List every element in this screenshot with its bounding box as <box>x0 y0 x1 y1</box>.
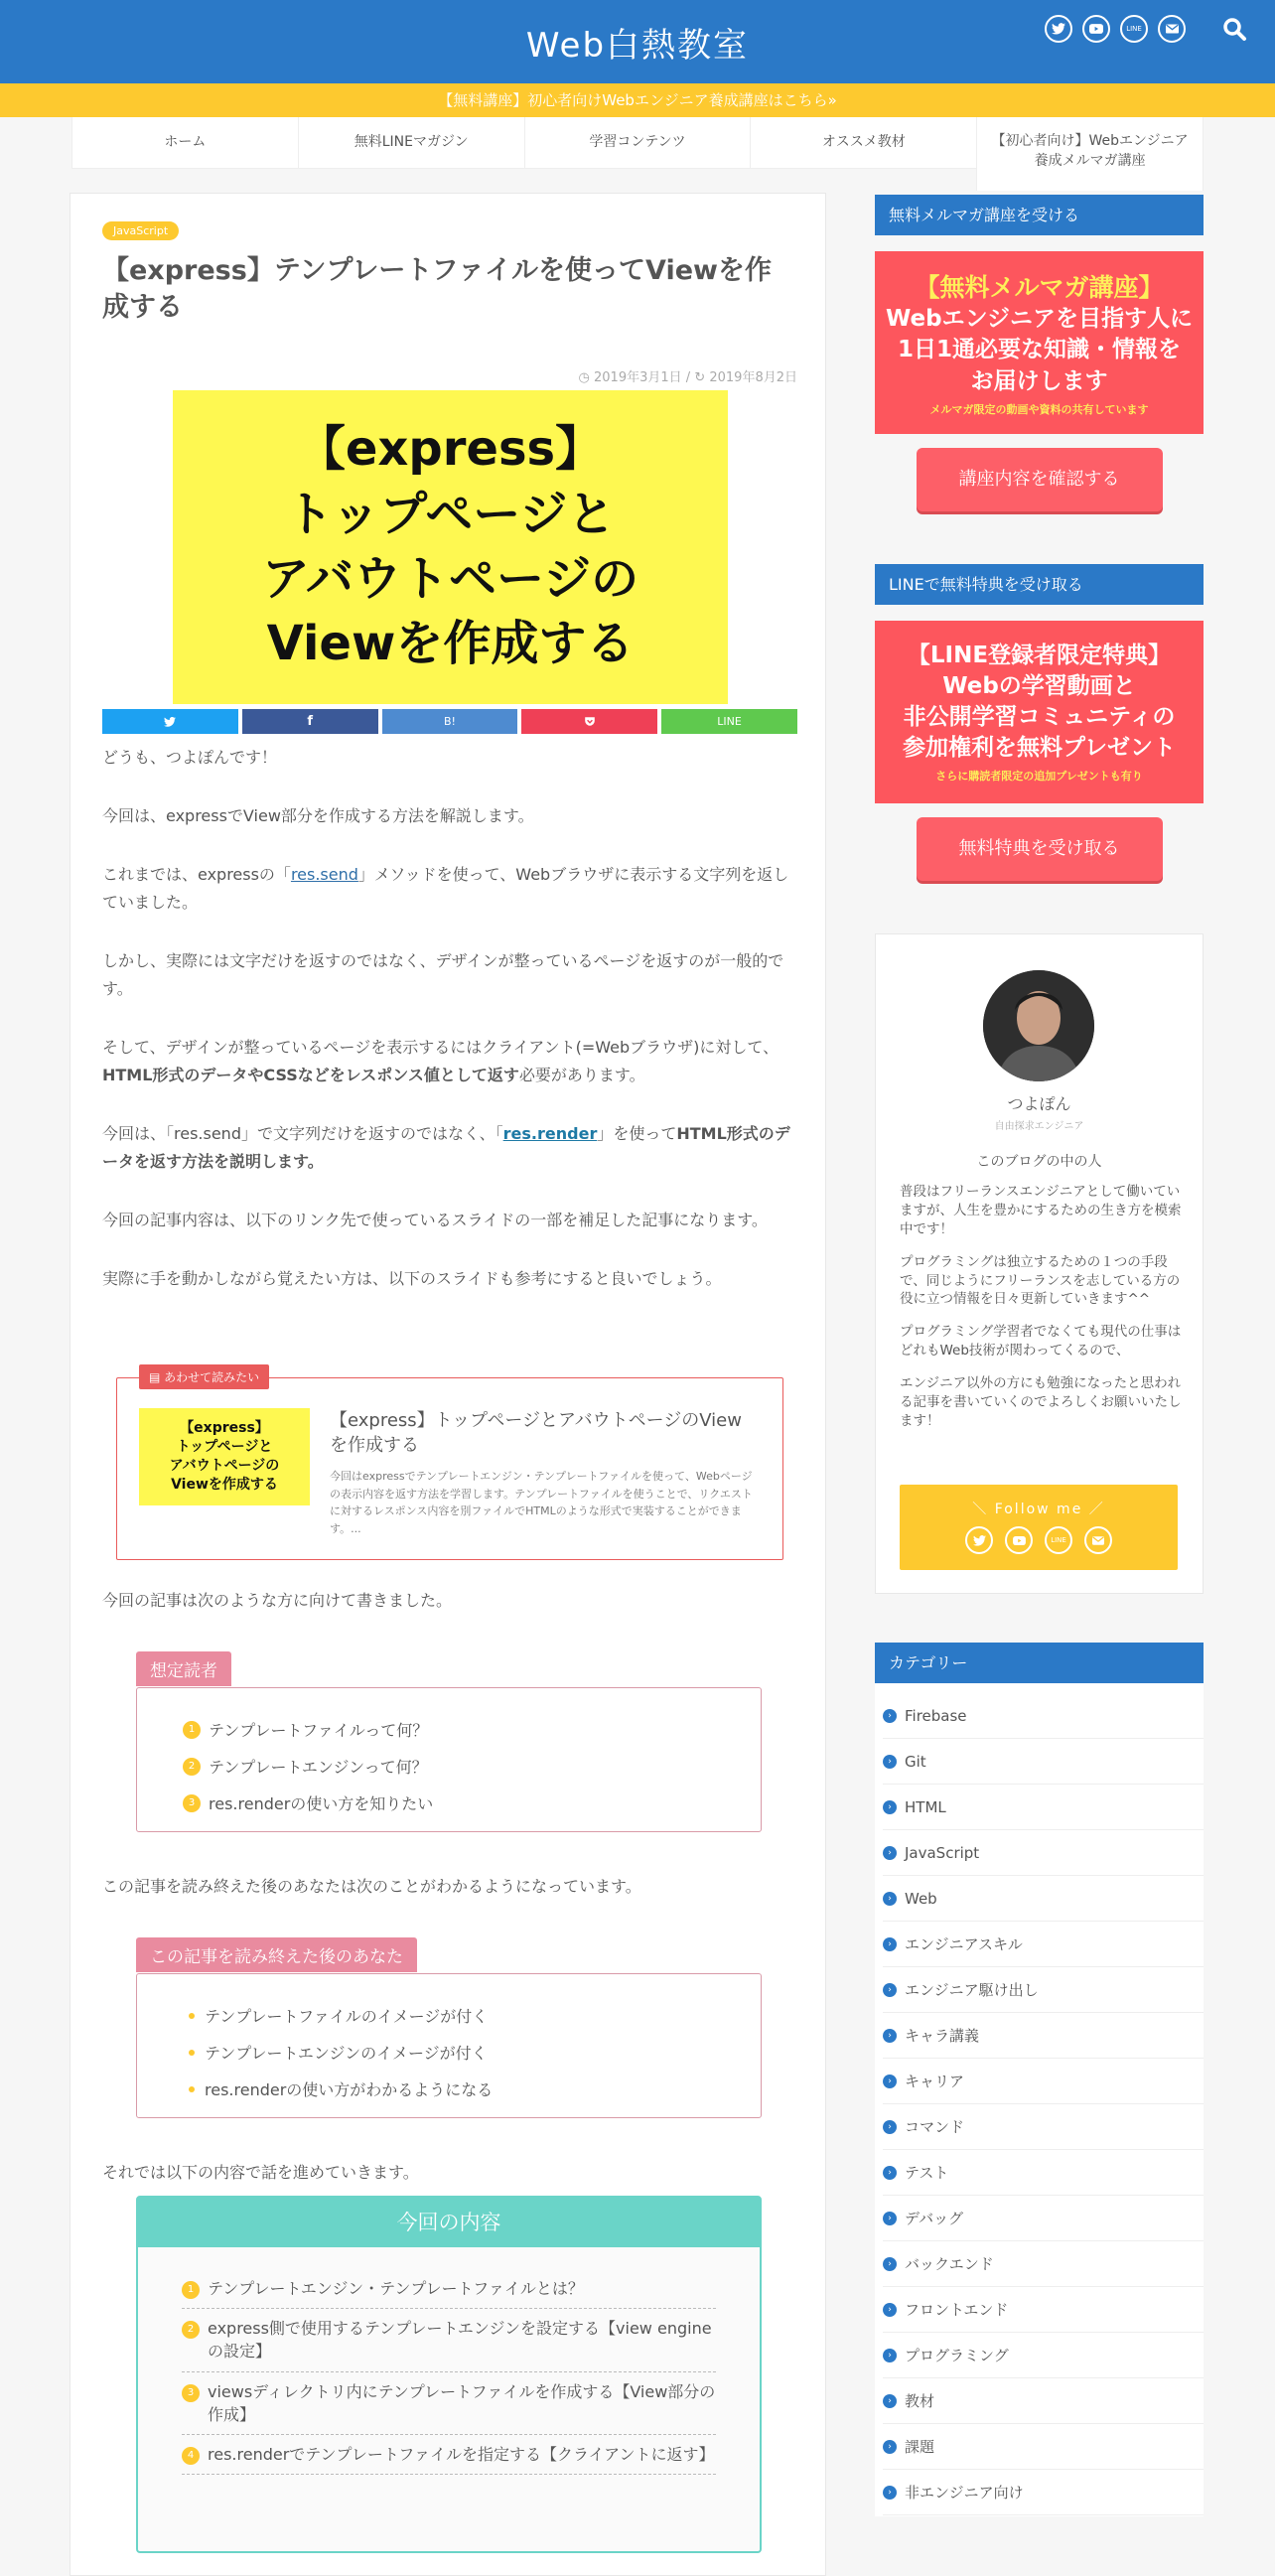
list-item-text: テンプレートファイルのイメージが付く <box>205 2007 489 2026</box>
category-item[interactable] <box>883 2333 1204 2378</box>
search-icon[interactable] <box>1221 16 1247 42</box>
related-label <box>139 1364 269 1389</box>
thumb-line: アバウトページの <box>169 1458 280 1474</box>
category-widget <box>875 1643 1204 2516</box>
profile-paragraph: 普段はフリーランスエンジニアとして働いていますが、人生を豊かにするための生き方を模索中です！ <box>900 1184 1182 1237</box>
category-label: HTML <box>905 1797 946 1816</box>
paragraph: 今回は、expressでView部分を作成する方法を解説します。 <box>102 806 534 825</box>
bold-text: HTML形式のデータやCSSなどをレスポンス値として返す <box>102 1066 519 1084</box>
category-item[interactable] <box>883 2150 1204 2196</box>
number-icon: 1 <box>182 2281 200 2299</box>
category-label: キャラ講義 <box>905 2027 980 2045</box>
category-item[interactable] <box>883 2013 1204 2059</box>
header-social-icons <box>1045 15 1186 43</box>
bullet-icon <box>189 2086 195 2092</box>
paragraph <box>102 1034 797 1089</box>
category-label: プログラミング <box>905 2347 1009 2364</box>
category-item[interactable] <box>883 2378 1204 2424</box>
category-label: バックエンド <box>905 2255 994 2273</box>
document-icon: ▤ <box>149 1370 165 1384</box>
chevron-right-icon: › <box>883 2075 897 2088</box>
chevron-right-icon: › <box>883 2029 897 2043</box>
paragraph: 今回の記事は次のような方に向けて書きました。 <box>102 1591 453 1610</box>
chevron-right-icon: › <box>883 2257 897 2271</box>
category-label: キャリア <box>905 2073 965 2090</box>
follow-label: ＼ Follow me ／ <box>972 1502 1105 1517</box>
chevron-right-icon: › <box>883 1846 897 1860</box>
line-icon[interactable]: LINE <box>1120 15 1148 43</box>
article-container <box>70 193 826 2576</box>
profile-caption: このブログの中の人 <box>976 1154 1102 1170</box>
list-item <box>183 2077 761 2100</box>
follow-me-box <box>900 1485 1178 1570</box>
twitter-icon[interactable] <box>1045 15 1072 43</box>
list-item <box>183 2004 761 2027</box>
thumb-line: Viewを作成する <box>171 1476 278 1493</box>
article-dates: ◷ 2019年3月1日 / ↻ 2019年8月2日 <box>578 370 797 385</box>
paragraph <box>102 861 797 917</box>
category-label: エンジニアスキル <box>905 1935 1023 1953</box>
target-readers-box <box>136 1687 762 1832</box>
list-item <box>183 1718 761 1741</box>
paragraph: どうも、つよぽんです！ <box>102 748 278 767</box>
category-item[interactable] <box>883 1967 1204 2013</box>
chevron-right-icon: › <box>883 1937 897 1951</box>
mail-course-ad[interactable] <box>875 251 1204 434</box>
updated-date: 2019年8月2日 <box>709 370 797 385</box>
category-item[interactable] <box>883 2241 1204 2287</box>
site-title[interactable]: Web白熱教室 <box>525 26 750 66</box>
pocket-icon <box>584 716 596 727</box>
number-icon: 1 <box>183 1721 201 1739</box>
list-item <box>183 1791 761 1814</box>
profile-text <box>900 1183 1184 1445</box>
list-item-text: テンプレートエンジンのイメージが付く <box>205 2044 488 2063</box>
ad-line: Webエンジニアを目指す人に <box>885 306 1194 333</box>
category-list <box>875 1683 1204 2515</box>
share-pocket-button[interactable] <box>521 709 657 734</box>
category-item[interactable] <box>883 2470 1204 2515</box>
share-buttons <box>102 709 797 734</box>
text: 必要があります。 <box>518 1066 645 1084</box>
related-label-text: あわせて読みたい <box>164 1370 260 1384</box>
category-item[interactable] <box>883 2424 1204 2470</box>
thumb-line: 【express】 <box>180 1420 269 1437</box>
category-item[interactable] <box>883 2059 1204 2104</box>
paragraph <box>102 1120 797 1176</box>
list-item <box>183 1755 761 1778</box>
bold-text: HTML形式のデータを返す方法を説明します。 <box>102 1124 790 1171</box>
thumb-line: トップページと <box>176 1439 273 1456</box>
paragraph: この記事を読み終えた後のあなたは次のことがわかるようになっています。 <box>102 1877 641 1896</box>
sidebar-line-widget <box>875 564 1204 881</box>
toc-title: 今回の内容 <box>138 2198 760 2247</box>
eyecatch-line: アバウトページの <box>261 551 639 607</box>
follow-icons <box>900 1526 1178 1554</box>
number-icon: 2 <box>182 2321 200 2339</box>
follow-label-text: Follow me <box>994 1502 1083 1517</box>
share-twitter-button[interactable] <box>102 709 238 734</box>
category-label: フロントエンド <box>905 2301 1009 2319</box>
toc-item-text: viewsディレクトリ内にテンプレートファイルを作成する【View部分の作成】 <box>208 2381 716 2424</box>
category-item[interactable] <box>883 2196 1204 2241</box>
chevron-right-icon: › <box>883 1709 897 1723</box>
article-body <box>102 744 797 1324</box>
text: 」メソッドを使って、Webブラウザに表示する文字列を返していました。 <box>102 865 789 912</box>
category-item[interactable] <box>883 1785 1204 1830</box>
avatar <box>983 970 1094 1081</box>
list-item-text: res.renderの使い方を知りたい <box>209 1794 434 1813</box>
number-icon: 2 <box>183 1758 201 1776</box>
paragraph: 実際に手を動かしながら覚えたい方は、以下のスライドも参考にすると良いでしょう。 <box>102 1269 722 1288</box>
category-item[interactable] <box>883 1693 1204 1739</box>
profile-paragraph: プログラミング学習者でなくても現代の仕事はどれもWeb技術が関わってくるので、 <box>900 1324 1182 1360</box>
widget-heading: 無料メルマガ講座を受ける <box>875 195 1204 235</box>
chevron-right-icon: › <box>883 2486 897 2500</box>
toc-item-text: res.renderでテンプレートファイルを指定する【クライアントに返す】 <box>208 2444 715 2464</box>
number-icon: 3 <box>183 1794 201 1812</box>
youtube-icon[interactable] <box>1082 15 1110 43</box>
chevron-right-icon: › <box>883 2349 897 2362</box>
toc-item[interactable] <box>182 2435 716 2475</box>
category-label: 非エンジニア向け <box>905 2484 1024 2502</box>
table-of-contents <box>136 2196 762 2553</box>
toc-item-text: テンプレートエンジン・テンプレートファイルとは？ <box>208 2279 584 2298</box>
list-item <box>183 2041 761 2064</box>
category-item[interactable] <box>883 1922 1204 1967</box>
profile-widget <box>875 933 1204 1594</box>
toc-item-text: express側で使用するテンプレートエンジンを設定する【view engineの設定】 <box>208 2319 712 2361</box>
article-title: 【express】テンプレートファイルを使ってViewを作成する <box>102 255 772 324</box>
category-badge[interactable]: JavaScript <box>102 221 179 240</box>
category-item[interactable] <box>883 2104 1204 2150</box>
chevron-right-icon: › <box>883 1983 897 1997</box>
share-line-button[interactable]: LINE <box>661 709 797 734</box>
eyecatch-line: Viewを作成する <box>266 616 635 672</box>
chevron-right-icon: › <box>883 2440 897 2454</box>
toc-item[interactable] <box>182 2372 716 2435</box>
related-description: 今回はexpressでテンプレートエンジン・テンプレートファイルを使って、Webページの表示内容を返す方法を学習します。テンプレートファイルを使うことで、リクエストに対するレスポンス内容を別ファイルでHTMLのような形式で実装することができます。... <box>330 1470 753 1535</box>
category-label: コマンド <box>905 2118 965 2136</box>
nav-item-learning-content[interactable]: 学習コンテンツ <box>524 117 751 168</box>
list-item-text: テンプレートエンジンって何？ <box>209 1758 428 1777</box>
widget-heading: カテゴリー <box>875 1643 1204 1683</box>
line-icon[interactable]: LINE <box>1045 1526 1072 1554</box>
share-hatena-button[interactable]: B! <box>382 709 518 734</box>
text: これまでは、expressの「 <box>102 865 291 884</box>
category-label: 教材 <box>905 2392 935 2410</box>
box-tab-readers: 想定読者 <box>136 1651 231 1686</box>
nav-item-line-magazine[interactable]: 無料LINEマガジン <box>298 117 524 168</box>
category-label: JavaScript <box>905 1843 980 1862</box>
mail-icon[interactable] <box>1084 1526 1112 1554</box>
bullet-icon <box>189 2013 195 2019</box>
ad-line: 1日1通必要な知識・情報を <box>897 337 1181 363</box>
list-item-text: res.renderの使い方がわかるようになる <box>205 2080 494 2099</box>
chevron-right-icon: › <box>883 2212 897 2225</box>
ad-line: さらに購読者限定の追加プレゼントも有り <box>935 770 1143 784</box>
chevron-right-icon: › <box>883 2166 897 2180</box>
number-icon: 4 <box>182 2447 200 2465</box>
published-date: 2019年3月1日 <box>594 370 682 385</box>
text: 今回は、「res.send」で文字列だけを返すのではなく、「 <box>102 1124 503 1143</box>
category-label: Git <box>905 1752 926 1771</box>
facebook-icon: f <box>307 714 314 729</box>
category-item[interactable] <box>883 1830 1204 1876</box>
ad-line: メルマガ限定の動画や資料の共有しています <box>929 402 1149 416</box>
related-thumbnail <box>139 1408 310 1505</box>
promo-banner[interactable]: 【無料講座】初心者向けWebエンジニア養成講座はこちら» <box>0 83 1275 117</box>
nav-item-recommended[interactable]: オススメ教材 <box>750 117 976 168</box>
nav-item-home[interactable]: ホーム <box>71 117 298 168</box>
text: 」を使って <box>597 1124 677 1143</box>
res-send-link[interactable]: res.send <box>290 865 358 884</box>
category-item[interactable] <box>883 2287 1204 2333</box>
eyecatch-image <box>173 390 728 704</box>
category-item[interactable] <box>883 1876 1204 1922</box>
line-benefit-ad[interactable] <box>875 621 1204 803</box>
twitter-icon <box>164 717 176 727</box>
category-item[interactable] <box>883 1739 1204 1785</box>
toc-item[interactable] <box>182 2309 716 2371</box>
twitter-icon[interactable] <box>965 1526 993 1554</box>
site-header <box>0 0 1275 83</box>
refresh-icon: ↻ <box>694 370 706 385</box>
category-label: デバッグ <box>905 2210 964 2227</box>
related-title: 【express】トップページとアバウトページのViewを作成する <box>330 1410 742 1457</box>
chevron-right-icon: › <box>883 1892 897 1906</box>
chevron-right-icon: › <box>883 2394 897 2408</box>
profile-name: つよぽん <box>1007 1094 1071 1113</box>
eyecatch-line: 【express】 <box>297 421 604 478</box>
line-benefit-button[interactable]: 無料特典を受け取る <box>917 817 1163 881</box>
clock-icon: ◷ <box>578 370 590 385</box>
list-item-text: テンプレートファイルって何？ <box>209 1721 429 1740</box>
ad-line: 【無料メルマガ講座】 <box>915 273 1164 303</box>
profile-paragraph: エンジニア以外の方にも勉強になったと思われる記事を書いていくのでよろしくお願いいたします！ <box>900 1375 1182 1429</box>
category-label: エンジニア駆け出し <box>905 1981 1039 1999</box>
paragraph: しかし、実際には文字だけを返すのではなく、デザインが整っているページを返すのが一般的です。 <box>102 951 784 998</box>
ad-line: 参加権利を無料プレゼント <box>902 735 1177 762</box>
ad-line: 非公開学習コミュニティの <box>903 704 1176 730</box>
widget-heading: LINEで無料特典を受け取る <box>875 564 1204 605</box>
sidebar-mail-widget <box>875 195 1204 511</box>
category-label: Firebase <box>905 1706 967 1725</box>
paragraph: それでは以下の内容で話を進めていきます。 <box>102 2163 419 2182</box>
eyecatch-line: トップページと <box>285 486 616 542</box>
profile-paragraph: プログラミングは独立するための１つの手段で、同じようにフリーランスを志している方の役に立つ情報を日々更新していきます^^ <box>900 1253 1181 1308</box>
ad-line: お届けします <box>970 367 1108 394</box>
category-label: テスト <box>905 2164 949 2182</box>
ad-line: 【LINE登録者限定特典】 <box>907 642 1172 668</box>
bullet-icon <box>189 2050 195 2056</box>
box-tab-after: この記事を読み終えた後のあなた <box>136 1937 417 1972</box>
chevron-right-icon: › <box>883 1755 897 1769</box>
related-article-card[interactable] <box>116 1370 783 1560</box>
youtube-icon[interactable] <box>1005 1526 1033 1554</box>
category-label: 課題 <box>905 2438 935 2456</box>
ad-line: Webの学習動画と <box>942 672 1136 699</box>
chevron-right-icon: › <box>883 2120 897 2134</box>
chevron-right-icon: › <box>883 1800 897 1814</box>
share-facebook-button[interactable] <box>242 709 378 734</box>
paragraph: 今回の記事内容は、以下のリンク先で使っているスライドの一部を補足した記事になります。 <box>102 1211 768 1229</box>
global-nav <box>71 117 1204 169</box>
mail-course-button[interactable]: 講座内容を確認する <box>917 448 1163 511</box>
category-label: Web <box>905 1889 937 1908</box>
after-reading-box <box>136 1973 762 2118</box>
number-icon: 3 <box>182 2384 200 2402</box>
mail-icon[interactable] <box>1158 15 1186 43</box>
res-render-link[interactable]: res.render <box>502 1124 598 1143</box>
nav-item-mail-course[interactable]: 【初心者向け】Webエンジニア養成メルマガ講座 <box>976 117 1204 191</box>
toc-item[interactable] <box>182 2269 716 2309</box>
chevron-right-icon: › <box>883 2303 897 2317</box>
profile-role: 自由探求エンジニア <box>994 1121 1084 1132</box>
text: そして、デザインが整っているページを表示するにはクライアント(=Webブラウザ)に対して、 <box>102 1038 779 1057</box>
